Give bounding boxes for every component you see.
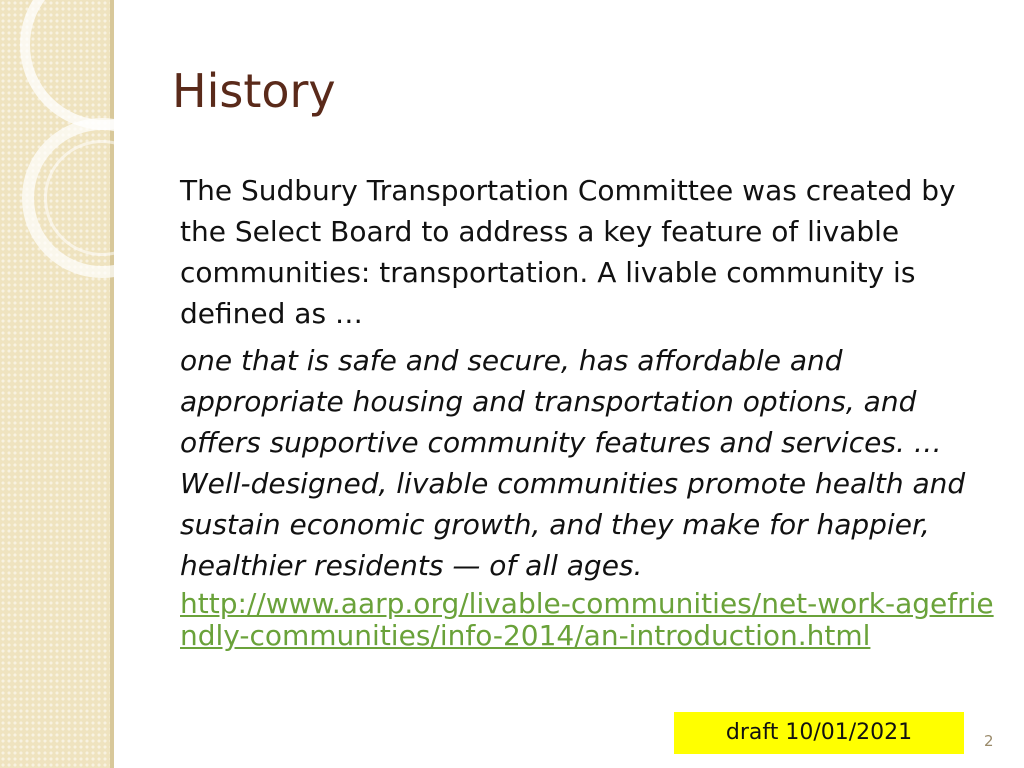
decorative-side-band xyxy=(0,0,110,768)
side-band-edge xyxy=(110,0,114,768)
slide-body xyxy=(180,170,1000,652)
draft-date-label: draft 10/01/2021 xyxy=(674,712,964,754)
definition-quote: one that is safe and secure, has affordable and appropriate housing and transportation options, and offers supportive community features and services. … Well-designed, livable communities promote health and sustain economic growth, and they make for happier, healthier residents — of all ages. xyxy=(180,344,966,582)
page-number: 2 xyxy=(984,732,994,750)
aarp-link[interactable]: http://www.aarp.org/livable-communities/net-work-agefriendly-communities/info-2014/an-introduction.html xyxy=(180,587,994,652)
slide-title: History xyxy=(172,64,336,118)
intro-paragraph: The Sudbury Transportation Committee was created by the Select Board to address a key feature of livable communities: transportation. A livable community is defined as … xyxy=(180,174,956,330)
